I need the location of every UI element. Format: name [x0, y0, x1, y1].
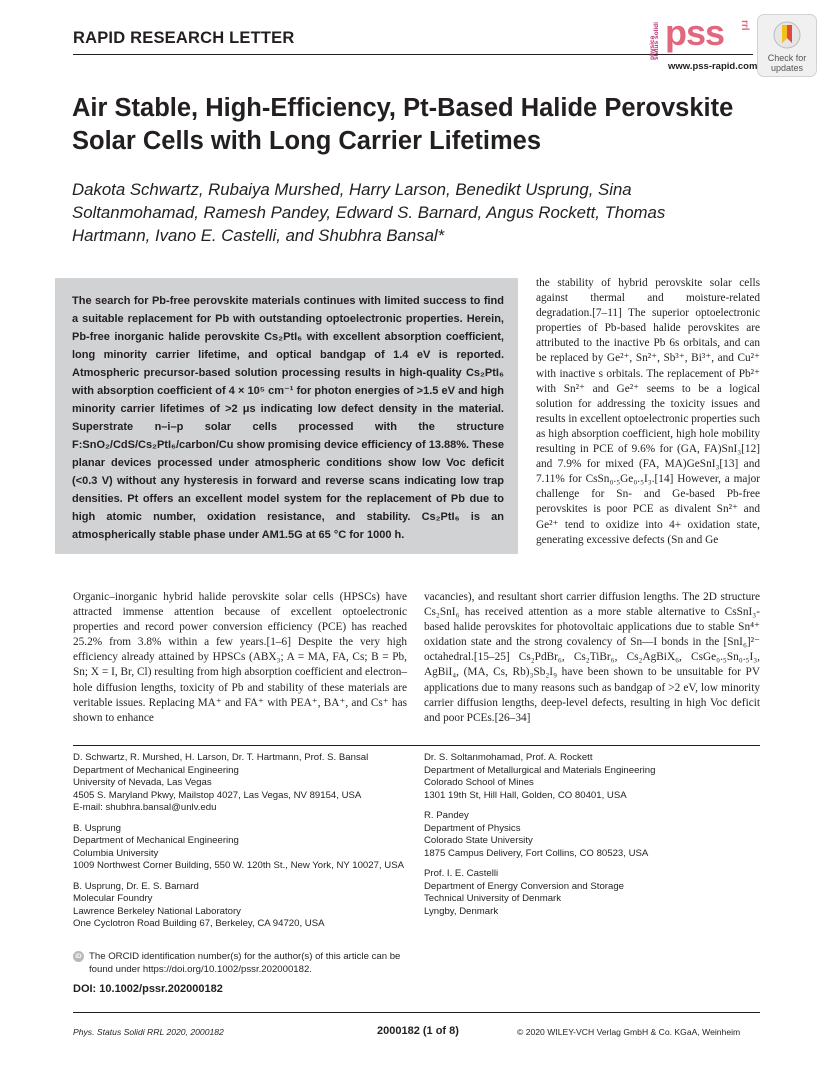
doi-link[interactable]: DOI: 10.1002/pssr.202000182 — [73, 983, 223, 995]
journal-logo-side-text: physica status solidi — [649, 22, 660, 60]
abstract-panel — [55, 278, 518, 554]
affiliation-line: Department of Mechanical Engineering — [73, 835, 239, 846]
affiliation-line: One Cyclotron Road Building 67, Berkeley, CA 94720, USA — [73, 918, 325, 929]
affiliation-line: 1875 Campus Delivery, Fort Collins, CO 80523, USA — [424, 847, 649, 859]
affiliation-line: 1009 Northwest Corner Building, 550 W. 120th St., New York, NY 10027, USA — [73, 860, 404, 871]
affiliation-line: Colorado State University — [424, 835, 533, 846]
author-list: Dakota Schwartz, Rubaiya Murshed, Harry Larson, Benedikt Usprung, Sina Soltanmohamad, Ramesh Pandey, Edward S. Barnard, Angus Rockett, Thomas Hartmann, Ivano E. Castelli, and Shubhra Bansal* — [72, 180, 666, 245]
affiliation-line: Molecular Foundry — [73, 893, 153, 904]
journal-url-link[interactable]: www.pss-rapid.com — [668, 61, 758, 72]
affiliation-line: Department of Metallurgical and Materials Engineering — [424, 764, 656, 776]
affiliations-left — [73, 752, 407, 939]
affiliations-right — [424, 752, 758, 926]
affiliation-block — [73, 823, 407, 873]
affiliation-line: Department of Mechanical Engineering — [73, 764, 239, 776]
affiliation-block — [424, 868, 758, 918]
affiliation-line: R. Pandey — [424, 810, 469, 821]
affiliation-line: University of Nevada, Las Vegas — [73, 777, 212, 788]
affiliation-line: Lyngby, Denmark — [424, 905, 499, 917]
journal-logo-suffix: rrl — [739, 20, 750, 31]
affiliation-line: Prof. I. E. Castelli — [424, 868, 499, 879]
affiliation-line: B. Usprung — [73, 822, 121, 834]
orcid-icon[interactable]: iD — [73, 951, 84, 962]
affiliation-block — [73, 752, 407, 815]
affiliation-line: Dr. S. Soltanmohamad, Prof. A. Rockett — [424, 752, 593, 763]
affiliation-line: Department of Physics — [424, 822, 521, 834]
check-for-updates-label: Check for updates — [767, 53, 807, 73]
abstract-text: The search for Pb-free perovskite materials continues with limited success to find a suitable replacement for Pb with outstanding optoelectronic properties. Herein, Pb-free inorganic halide perovskite Cs₂PtI₆ with excellent absorption coefficient, long minority carrier lifetime, and optical bandgap of 1.4 eV is reported. Atmospheric precursor-based solution processing results in high-quality Cs₂PtI₆ with absorption coefficient of 4 × 10⁵ cm⁻¹ for photon energies of >1.5 eV and high minority carrier lifetimes of >2 μs indicating low defect density in the material. Superstrate n–i–p solar cells processed with the structure F:SnO₂/CdS/Cs₂PtI₆/carbon/Cu show promising device efficiency of 13.88%. These planar devices processed under atmospheric conditions show low Voc deficit (<0.3 V) without any hysteresis in forward and reverse scans indicating low trap densities. Pt offers an excellent model system for the replacement of Pb due to high atomic number, oxidation resistance, and stability. Cs₂PtI₆ is an atmospherically stable phase under AM1.5G at 65 °C for 1000 h. — [72, 295, 504, 541]
body-text-right-top: the stability of hybrid perovskite solar cells against thermal and moisture-related degradation.[7–11] The superior optoelectronic properties of Pb-based halide perovskites are attributed to the inactive Pb 6s orbitals, and can be replaced by Ge²⁺, Sn²⁺, Sb³⁺, Bi³⁺, and Cu²⁺ with inactive s orbitals. The replacement of Pb²⁺ with Sn²⁺ and Ge²⁺ seems to be a logical solution for addressing the toxicity issues and results in excellent optoelectronic properties such as high absorption coefficient, high hole mobility resulting in PCE of 9.6% for (GA, FA)SnI₃[12] and 7.9% for mixed (FA, MA)GeSnI₃[13] and 7.11% for CsSn₀.₅Ge₀.₅I₃.[14] However, a major challenge for Sn- and Ge-based Pb-free perovskites is poor PCE as divalent Sn²⁺ and Ge²⁺ tend to oxidize into 4+ oxidation state, generating excessive defects (Sn and Ge — [536, 277, 760, 546]
affiliation-line: Colorado School of Mines — [424, 777, 534, 788]
affiliation-line: Technical University of Denmark — [424, 893, 562, 904]
affiliation-line: Department of Energy Conversion and Storage — [424, 880, 624, 892]
footer-citation: Phys. Status Solidi RRL 2020, 2000182 — [73, 1027, 224, 1037]
orcid-note-text[interactable]: The ORCID identification number(s) for the author(s) of this article can be found under https://doi.org/10.1002/pssr.202000182. — [89, 951, 401, 975]
journal-logo[interactable] — [649, 12, 759, 62]
article-title: Air Stable, High-Efficiency, Pt-Based Halide Perovskite Solar Cells with Long Carrier Lifetimes — [72, 94, 734, 155]
affiliation-line: B. Usprung, Dr. E. S. Barnard — [73, 880, 199, 892]
body-text-right-bottom: vacancies), and resultant short carrier diffusion lengths. The 2D structure Cs₂SnI₆ has received attention as a more stable alternative to CsSnI₃-based halide perovskites for photovoltaic applications due to stable Sn⁴⁺ oxidation state and the strong covalency of Sn—I bonds in the [SnI₆]²⁻ octahedral.[15–25] Cs₂PdBr₆, Cs₂TiBr₆, Cs₂AgBiX₆, CsGe₀.₅Sn₀.₅I₃, AgBiI₄, (MA, Cs, Rb)₃Sb₂I₉ have been shown to be unsuitable for PV applications due to many reasons such as bandgap of >2 eV, low minority carrier diffusion lengths, deep-level defects, resulting in high Voc deficit and poor PCEs.[26–34] — [424, 591, 760, 724]
author-email-link[interactable]: E-mail: shubhra.bansal@unlv.edu — [73, 802, 217, 813]
affiliation-block — [73, 881, 407, 931]
check-for-updates-button[interactable] — [757, 14, 817, 77]
footer-copyright: © 2020 WILEY-VCH Verlag GmbH & Co. KGaA, Weinheim — [517, 1027, 741, 1037]
affiliation-block — [424, 810, 758, 860]
footnote-divider — [73, 745, 760, 746]
affiliation-line: Columbia University — [73, 847, 159, 859]
affiliation-line: 4505 S. Maryland Pkwy, Mailstop 4027, Las Vegas, NV 89154, USA — [73, 789, 362, 801]
footer-page-number: 2000182 (1 of 8) — [377, 1025, 459, 1037]
affiliation-line: Lawrence Berkeley National Laboratory — [73, 905, 241, 917]
affiliation-block — [424, 752, 758, 802]
journal-logo-text: pss — [665, 12, 725, 53]
section-label: RAPID RESEARCH LETTER — [73, 29, 295, 47]
affiliation-line: 1301 19th St, Hill Hall, Golden, CO 80401, USA — [424, 789, 627, 801]
affiliation-line: D. Schwartz, R. Murshed, H. Larson, Dr. T. Hartmann, Prof. S. Bansal — [73, 752, 369, 763]
bookmark-icon — [773, 21, 801, 51]
footer-divider — [73, 1012, 760, 1013]
body-text-left: Organic–inorganic hybrid halide perovskite solar cells (HPSCs) have attracted immense attention because of excellent optoelectronic properties and record power conversion efficiency (PCE) has reached 25.2% from 3.8% within a few years.[1–6] Despite the very high efficiency already attained by HPSCs (ABX₃; A = MA, FA, Cs; B = Pb, Sn; X = I, Br, Cl) resulting from high absorption coefficient and electron–hole diffusion lengths, toxicity of Pb and stability of these materials are veritable issues. Replacing MA⁺ and FA⁺ with PEA⁺, BA⁺, and Cs⁺ has shown to enhance — [73, 591, 407, 724]
